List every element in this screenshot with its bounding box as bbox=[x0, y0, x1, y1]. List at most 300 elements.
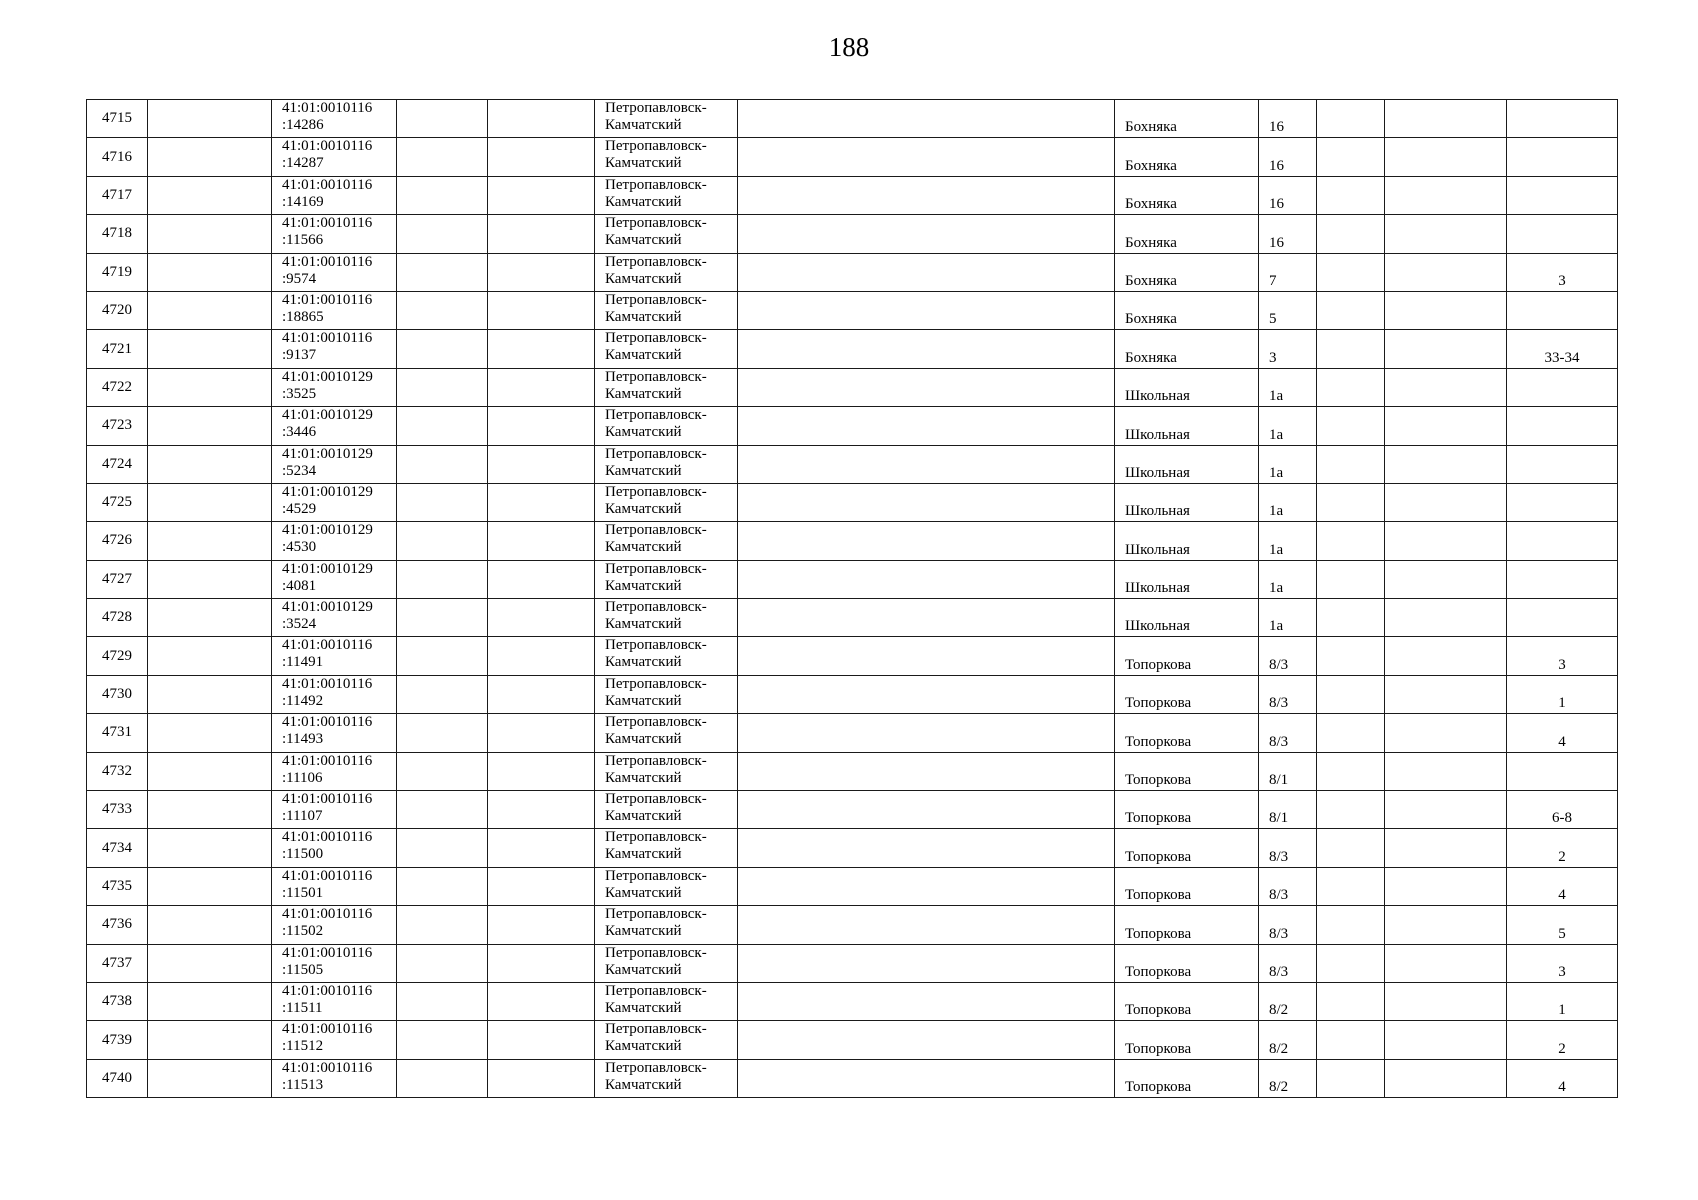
street-cell: Бохняка bbox=[1115, 253, 1259, 291]
empty-cell bbox=[1317, 100, 1385, 138]
page-number: 188 bbox=[828, 32, 870, 62]
cadastral-number-line-1: 41:01:0010129 bbox=[282, 599, 373, 616]
city-line-1: Петропавловск- bbox=[605, 407, 707, 424]
city-line-1: Петропавловск- bbox=[605, 637, 707, 654]
empty-cell bbox=[738, 867, 1115, 905]
empty-cell bbox=[1317, 944, 1385, 982]
empty-cell bbox=[397, 100, 488, 138]
empty-cell bbox=[397, 982, 488, 1020]
cadastral-number-line-2: :11491 bbox=[282, 654, 324, 671]
cadastral-number-cell bbox=[272, 982, 397, 1020]
cadastral-number-line-1: 41:01:0010116 bbox=[282, 215, 373, 232]
street-cell: Топоркова bbox=[1115, 791, 1259, 829]
city-line-1: Петропавловск- bbox=[605, 982, 707, 999]
city-line-1: Петропавловск- bbox=[605, 675, 707, 692]
city-line-2: Камчатский bbox=[605, 270, 682, 287]
empty-cell bbox=[397, 829, 488, 867]
city-cell bbox=[595, 906, 738, 944]
empty-cell bbox=[397, 253, 488, 291]
empty-cell bbox=[148, 752, 272, 790]
table-row bbox=[87, 100, 1618, 138]
empty-cell bbox=[488, 330, 595, 368]
empty-cell bbox=[148, 560, 272, 598]
cadastral-number-cell bbox=[272, 100, 397, 138]
city-line-1: Петропавловск- bbox=[605, 1021, 707, 1038]
row-number-cell: 4715 bbox=[87, 100, 148, 138]
flat-cell bbox=[1507, 522, 1618, 560]
empty-cell bbox=[738, 522, 1115, 560]
flat-cell bbox=[1507, 445, 1618, 483]
cadastral-number-line-1: 41:01:0010116 bbox=[282, 829, 373, 846]
cadastral-number-cell bbox=[272, 215, 397, 253]
cadastral-number-line-2: :11500 bbox=[282, 846, 324, 863]
empty-cell bbox=[148, 100, 272, 138]
empty-cell bbox=[488, 906, 595, 944]
empty-cell bbox=[488, 445, 595, 483]
cadastral-number-line-2: :11492 bbox=[282, 692, 324, 709]
city-cell bbox=[595, 522, 738, 560]
row-number-cell: 4719 bbox=[87, 253, 148, 291]
cadastral-number-line-2: :14286 bbox=[282, 117, 324, 133]
city-cell bbox=[595, 215, 738, 253]
cadastral-number-line-2: :11501 bbox=[282, 884, 324, 901]
city-cell bbox=[595, 599, 738, 637]
city-line-2: Камчатский bbox=[605, 232, 682, 249]
empty-cell bbox=[397, 407, 488, 445]
city-cell bbox=[595, 1021, 738, 1059]
street-cell: Школьная bbox=[1115, 445, 1259, 483]
empty-cell bbox=[1385, 253, 1507, 291]
row-number-cell: 4734 bbox=[87, 829, 148, 867]
table-row bbox=[87, 291, 1618, 329]
table-row bbox=[87, 752, 1618, 790]
empty-cell bbox=[1385, 445, 1507, 483]
cadastral-number-line-2: :11511 bbox=[282, 999, 323, 1016]
city-line-2: Камчатский bbox=[605, 385, 682, 402]
city-line-2: Камчатский bbox=[605, 654, 682, 671]
empty-cell bbox=[397, 675, 488, 713]
house-cell: 1а bbox=[1259, 368, 1317, 406]
empty-cell bbox=[738, 100, 1115, 138]
table-row bbox=[87, 637, 1618, 675]
city-line-1: Петропавловск- bbox=[605, 1059, 707, 1076]
cadastral-number-cell bbox=[272, 1059, 397, 1097]
empty-cell bbox=[1385, 100, 1507, 138]
empty-cell bbox=[397, 599, 488, 637]
cadastral-number-line-2: :11513 bbox=[282, 1076, 324, 1093]
empty-cell bbox=[1385, 829, 1507, 867]
row-number-cell: 4720 bbox=[87, 291, 148, 329]
empty-cell bbox=[148, 483, 272, 521]
empty-cell bbox=[397, 906, 488, 944]
empty-cell bbox=[148, 176, 272, 214]
city-line-2: Камчатский bbox=[605, 884, 682, 901]
house-cell: 8/3 bbox=[1259, 714, 1317, 752]
empty-cell bbox=[1385, 291, 1507, 329]
cadastral-number-line-2: :4081 bbox=[282, 577, 317, 594]
empty-cell bbox=[148, 407, 272, 445]
empty-cell bbox=[1317, 1059, 1385, 1097]
city-line-1: Петропавловск- bbox=[605, 829, 707, 846]
city-line-1: Петропавловск- bbox=[605, 100, 707, 116]
city-cell bbox=[595, 675, 738, 713]
cadastral-number-line-1: 41:01:0010129 bbox=[282, 445, 373, 462]
street-cell: Школьная bbox=[1115, 560, 1259, 598]
empty-cell bbox=[397, 522, 488, 560]
empty-cell bbox=[1385, 867, 1507, 905]
cadastral-number-cell bbox=[272, 176, 397, 214]
house-cell: 8/1 bbox=[1259, 791, 1317, 829]
empty-cell bbox=[397, 752, 488, 790]
row-number-cell: 4716 bbox=[87, 138, 148, 176]
empty-cell bbox=[738, 407, 1115, 445]
flat-cell bbox=[1507, 176, 1618, 214]
city-line-2: Камчатский bbox=[605, 1076, 682, 1093]
cadastral-number-line-2: :3524 bbox=[282, 616, 317, 633]
empty-cell bbox=[148, 982, 272, 1020]
cadastral-number-cell bbox=[272, 752, 397, 790]
table-row bbox=[87, 560, 1618, 598]
flat-cell: 4 bbox=[1507, 1059, 1618, 1097]
city-line-2: Камчатский bbox=[605, 769, 682, 786]
street-cell: Топоркова bbox=[1115, 714, 1259, 752]
cadastral-number-cell bbox=[272, 944, 397, 982]
empty-cell bbox=[397, 215, 488, 253]
empty-cell bbox=[397, 1021, 488, 1059]
empty-cell bbox=[488, 560, 595, 598]
row-number-cell: 4736 bbox=[87, 906, 148, 944]
empty-cell bbox=[738, 215, 1115, 253]
empty-cell bbox=[1385, 483, 1507, 521]
table-row bbox=[87, 253, 1618, 291]
city-line-1: Петропавловск- bbox=[605, 483, 707, 500]
cadastral-number-cell bbox=[272, 445, 397, 483]
empty-cell bbox=[1385, 560, 1507, 598]
table-row bbox=[87, 944, 1618, 982]
cadastral-number-line-1: 41:01:0010129 bbox=[282, 483, 373, 500]
cadastral-number-line-1: 41:01:0010116 bbox=[282, 944, 373, 961]
cadastral-number-cell bbox=[272, 1021, 397, 1059]
empty-cell bbox=[1317, 445, 1385, 483]
empty-cell bbox=[488, 867, 595, 905]
flat-cell: 5 bbox=[1507, 906, 1618, 944]
table-row bbox=[87, 215, 1618, 253]
house-cell: 1а bbox=[1259, 522, 1317, 560]
house-cell: 8/3 bbox=[1259, 675, 1317, 713]
cadastral-number-cell bbox=[272, 906, 397, 944]
table-row bbox=[87, 330, 1618, 368]
city-cell bbox=[595, 982, 738, 1020]
city-line-1: Петропавловск- bbox=[605, 867, 707, 884]
table-row bbox=[87, 675, 1618, 713]
empty-cell bbox=[1317, 791, 1385, 829]
empty-cell bbox=[1385, 714, 1507, 752]
street-cell: Топоркова bbox=[1115, 867, 1259, 905]
city-cell bbox=[595, 791, 738, 829]
city-line-2: Камчатский bbox=[605, 539, 682, 556]
empty-cell bbox=[148, 906, 272, 944]
empty-cell bbox=[738, 253, 1115, 291]
empty-cell bbox=[148, 714, 272, 752]
flat-cell: 6-8 bbox=[1507, 791, 1618, 829]
empty-cell bbox=[738, 675, 1115, 713]
empty-cell bbox=[397, 944, 488, 982]
empty-cell bbox=[488, 100, 595, 138]
empty-cell bbox=[738, 599, 1115, 637]
city-line-1: Петропавловск- bbox=[605, 522, 707, 539]
row-number-cell: 4733 bbox=[87, 791, 148, 829]
table-row bbox=[87, 368, 1618, 406]
house-cell: 8/2 bbox=[1259, 1059, 1317, 1097]
empty-cell bbox=[1385, 982, 1507, 1020]
empty-cell bbox=[1385, 637, 1507, 675]
flat-cell bbox=[1507, 291, 1618, 329]
cadastral-number-line-2: :11505 bbox=[282, 961, 324, 978]
empty-cell bbox=[1317, 176, 1385, 214]
empty-cell bbox=[1385, 791, 1507, 829]
empty-cell bbox=[488, 291, 595, 329]
house-cell: 1а bbox=[1259, 445, 1317, 483]
street-cell: Бохняка bbox=[1115, 176, 1259, 214]
row-number-cell: 4727 bbox=[87, 560, 148, 598]
cadastral-number-line-2: :5234 bbox=[282, 462, 317, 479]
empty-cell bbox=[1317, 714, 1385, 752]
flat-cell: 3 bbox=[1507, 944, 1618, 982]
city-line-2: Камчатский bbox=[605, 808, 682, 825]
empty-cell bbox=[148, 1059, 272, 1097]
empty-cell bbox=[1385, 752, 1507, 790]
city-cell bbox=[595, 368, 738, 406]
flat-cell bbox=[1507, 100, 1618, 138]
table-row bbox=[87, 829, 1618, 867]
empty-cell bbox=[1385, 215, 1507, 253]
house-cell: 16 bbox=[1259, 138, 1317, 176]
city-line-1: Петропавловск- bbox=[605, 291, 707, 308]
empty-cell bbox=[738, 1021, 1115, 1059]
cadastral-number-line-1: 41:01:0010116 bbox=[282, 637, 373, 654]
empty-cell bbox=[148, 291, 272, 329]
city-line-2: Камчатский bbox=[605, 923, 682, 940]
row-number-cell: 4726 bbox=[87, 522, 148, 560]
empty-cell bbox=[488, 176, 595, 214]
cadastral-number-line-1: 41:01:0010116 bbox=[282, 714, 373, 731]
city-line-2: Камчатский bbox=[605, 193, 682, 210]
street-cell: Бохняка bbox=[1115, 138, 1259, 176]
street-cell: Топоркова bbox=[1115, 752, 1259, 790]
city-line-2: Камчатский bbox=[605, 155, 682, 172]
empty-cell bbox=[1317, 637, 1385, 675]
empty-cell bbox=[397, 714, 488, 752]
empty-cell bbox=[488, 1021, 595, 1059]
empty-cell bbox=[397, 791, 488, 829]
empty-cell bbox=[1317, 368, 1385, 406]
city-line-1: Петропавловск- bbox=[605, 330, 707, 347]
row-number-cell: 4725 bbox=[87, 483, 148, 521]
cadastral-number-line-1: 41:01:0010116 bbox=[282, 675, 373, 692]
flat-cell bbox=[1507, 752, 1618, 790]
street-cell: Топоркова bbox=[1115, 829, 1259, 867]
flat-cell: 3 bbox=[1507, 637, 1618, 675]
row-number-cell: 4728 bbox=[87, 599, 148, 637]
registry-body bbox=[87, 100, 1618, 1098]
empty-cell bbox=[488, 407, 595, 445]
table-row bbox=[87, 176, 1618, 214]
empty-cell bbox=[1317, 253, 1385, 291]
empty-cell bbox=[148, 1021, 272, 1059]
row-number-cell: 4730 bbox=[87, 675, 148, 713]
empty-cell bbox=[148, 445, 272, 483]
empty-cell bbox=[1385, 407, 1507, 445]
city-line-2: Камчатский bbox=[605, 308, 682, 325]
house-cell: 8/3 bbox=[1259, 637, 1317, 675]
empty-cell bbox=[1317, 138, 1385, 176]
city-cell bbox=[595, 560, 738, 598]
street-cell: Школьная bbox=[1115, 368, 1259, 406]
city-line-2: Камчатский bbox=[605, 616, 682, 633]
empty-cell bbox=[488, 982, 595, 1020]
city-cell bbox=[595, 253, 738, 291]
city-cell bbox=[595, 445, 738, 483]
city-line-2: Камчатский bbox=[605, 692, 682, 709]
city-cell bbox=[595, 291, 738, 329]
empty-cell bbox=[148, 675, 272, 713]
empty-cell bbox=[1317, 752, 1385, 790]
cadastral-number-cell bbox=[272, 560, 397, 598]
cadastral-number-line-1: 41:01:0010129 bbox=[282, 407, 373, 424]
empty-cell bbox=[488, 675, 595, 713]
city-cell bbox=[595, 637, 738, 675]
empty-cell bbox=[738, 176, 1115, 214]
empty-cell bbox=[397, 445, 488, 483]
street-cell: Топоркова bbox=[1115, 1059, 1259, 1097]
street-cell: Бохняка bbox=[1115, 100, 1259, 138]
cadastral-number-line-1: 41:01:0010129 bbox=[282, 560, 373, 577]
empty-cell bbox=[738, 944, 1115, 982]
empty-cell bbox=[738, 906, 1115, 944]
empty-cell bbox=[738, 291, 1115, 329]
street-cell: Бохняка bbox=[1115, 291, 1259, 329]
city-line-2: Камчатский bbox=[605, 731, 682, 748]
street-cell: Бохняка bbox=[1115, 330, 1259, 368]
cadastral-number-cell bbox=[272, 407, 397, 445]
row-number-cell: 4722 bbox=[87, 368, 148, 406]
empty-cell bbox=[148, 522, 272, 560]
row-number-cell: 4735 bbox=[87, 867, 148, 905]
row-number-cell: 4740 bbox=[87, 1059, 148, 1097]
cadastral-number-line-1: 41:01:0010116 bbox=[282, 330, 373, 347]
cadastral-number-cell bbox=[272, 599, 397, 637]
city-line-1: Петропавловск- bbox=[605, 176, 707, 193]
city-line-1: Петропавловск- bbox=[605, 215, 707, 232]
empty-cell bbox=[1317, 1021, 1385, 1059]
cadastral-number-line-2: :14287 bbox=[282, 155, 324, 172]
city-cell bbox=[595, 867, 738, 905]
cadastral-number-cell bbox=[272, 368, 397, 406]
house-cell: 1а bbox=[1259, 407, 1317, 445]
cadastral-number-line-2: :9137 bbox=[282, 347, 317, 364]
table-row bbox=[87, 522, 1618, 560]
empty-cell bbox=[738, 330, 1115, 368]
flat-cell bbox=[1507, 560, 1618, 598]
house-cell: 8/3 bbox=[1259, 867, 1317, 905]
city-line-2: Камчатский bbox=[605, 846, 682, 863]
empty-cell bbox=[738, 714, 1115, 752]
cadastral-number-line-2: :11107 bbox=[282, 808, 323, 825]
city-line-1: Петропавловск- bbox=[605, 906, 707, 923]
empty-cell bbox=[1317, 483, 1385, 521]
empty-cell bbox=[1317, 906, 1385, 944]
empty-cell bbox=[397, 330, 488, 368]
house-cell: 16 bbox=[1259, 100, 1317, 138]
table-row bbox=[87, 138, 1618, 176]
cadastral-number-cell bbox=[272, 138, 397, 176]
empty-cell bbox=[148, 829, 272, 867]
flat-cell: 4 bbox=[1507, 867, 1618, 905]
city-line-1: Петропавловск- bbox=[605, 138, 707, 155]
flat-cell: 2 bbox=[1507, 829, 1618, 867]
row-number-cell: 4718 bbox=[87, 215, 148, 253]
cadastral-number-cell bbox=[272, 637, 397, 675]
row-number-cell: 4721 bbox=[87, 330, 148, 368]
city-line-1: Петропавловск- bbox=[605, 944, 707, 961]
empty-cell bbox=[1317, 867, 1385, 905]
cadastral-number-cell bbox=[272, 791, 397, 829]
empty-cell bbox=[1317, 982, 1385, 1020]
empty-cell bbox=[1317, 675, 1385, 713]
empty-cell bbox=[148, 599, 272, 637]
flat-cell: 33-34 bbox=[1507, 330, 1618, 368]
cadastral-number-line-1: 41:01:0010129 bbox=[282, 522, 373, 539]
cadastral-number-line-1: 41:01:0010116 bbox=[282, 982, 373, 999]
empty-cell bbox=[1385, 1059, 1507, 1097]
flat-cell bbox=[1507, 407, 1618, 445]
house-cell: 8/2 bbox=[1259, 982, 1317, 1020]
empty-cell bbox=[397, 138, 488, 176]
empty-cell bbox=[1385, 176, 1507, 214]
row-number-cell: 4731 bbox=[87, 714, 148, 752]
row-number-cell: 4732 bbox=[87, 752, 148, 790]
house-cell: 7 bbox=[1259, 253, 1317, 291]
cadastral-number-cell bbox=[272, 253, 397, 291]
city-line-1: Петропавловск- bbox=[605, 253, 707, 270]
empty-cell bbox=[1317, 330, 1385, 368]
flat-cell bbox=[1507, 215, 1618, 253]
city-line-1: Петропавловск- bbox=[605, 599, 707, 616]
cadastral-number-line-1: 41:01:0010116 bbox=[282, 253, 373, 270]
house-cell: 1а bbox=[1259, 560, 1317, 598]
flat-cell bbox=[1507, 138, 1618, 176]
city-cell bbox=[595, 330, 738, 368]
empty-cell bbox=[488, 791, 595, 829]
city-line-2: Камчатский bbox=[605, 117, 682, 133]
street-cell: Бохняка bbox=[1115, 215, 1259, 253]
flat-cell: 4 bbox=[1507, 714, 1618, 752]
cadastral-number-line-1: 41:01:0010116 bbox=[282, 100, 373, 116]
empty-cell bbox=[148, 944, 272, 982]
registry-table bbox=[86, 99, 1618, 1098]
cadastral-number-line-2: :14169 bbox=[282, 193, 324, 210]
empty-cell bbox=[1385, 599, 1507, 637]
empty-cell bbox=[1385, 675, 1507, 713]
house-cell: 1а bbox=[1259, 599, 1317, 637]
street-cell: Топоркова bbox=[1115, 637, 1259, 675]
empty-cell bbox=[488, 637, 595, 675]
table-row bbox=[87, 982, 1618, 1020]
flat-cell: 2 bbox=[1507, 1021, 1618, 1059]
table-row bbox=[87, 714, 1618, 752]
empty-cell bbox=[1317, 522, 1385, 560]
empty-cell bbox=[1317, 599, 1385, 637]
